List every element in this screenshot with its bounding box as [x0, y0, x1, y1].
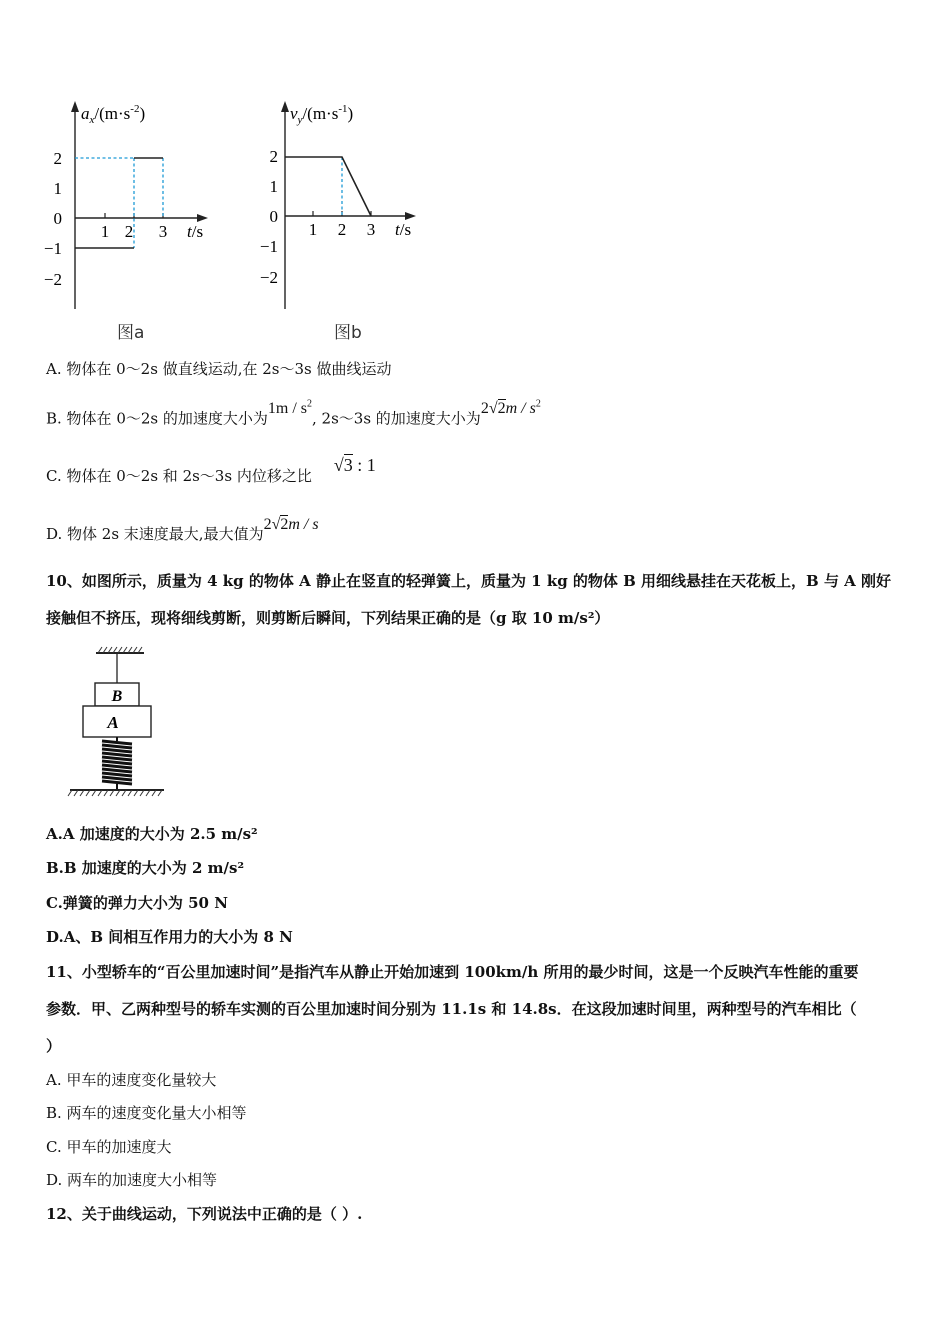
graph-b [250, 95, 440, 345]
q11-option-a: A. 甲车的速度变化量较大 [46, 1071, 217, 1089]
q10-option-d: D.A、B 间相互作用力的大小为 8 N [46, 928, 293, 946]
graph-b-caption: 图b [334, 323, 362, 343]
graph-a-x-arrow [197, 214, 208, 222]
graph-b-ylabel: $v_y/(m\cdot s^{-1})$ [290, 103, 354, 126]
graph-a-ylabel: $a_x/(m\cdot s^{-2})$ [81, 103, 146, 126]
q9-d-text: D. 物体 2s 末速度最大,最大值为 [46, 525, 264, 543]
q11-stem-line-3: ） [46, 1037, 62, 1055]
q11-option-c: C. 甲车的加速度大 [46, 1138, 172, 1156]
spring [102, 741, 132, 784]
q9-c-text: C. 物体在 0～2s 和 2s～3s 内位移之比 [46, 467, 312, 485]
graph-b-ytick: −2 [259, 268, 278, 287]
sqrt-symbol-icon: √ [271, 516, 281, 533]
q11-option-b: B. 两车的速度变化量大小相等 [46, 1104, 247, 1122]
graph-a [40, 95, 230, 345]
graph-b-xlabel: t/s [395, 220, 412, 239]
q10-option-c: C.弹簧的弹力大小为 50 N [46, 894, 228, 912]
graph-a-ytick: −2 [43, 270, 62, 289]
q9-option-b [46, 399, 541, 429]
spring-figure [66, 645, 170, 800]
graph-b-velocity-line [285, 157, 371, 216]
q10-stem-line-1: 10、如图所示，质量为 4 kg 的物体 A 静止在竖直的轻弹簧上，质量为 1 kg 的物体 B 用细线悬挂在天花板上，B 与 A 刚好 [46, 572, 892, 590]
q9-d-speed: 2√2m / s [263, 516, 319, 533]
q11-stem-line-2: 参数．甲、乙两种型号的轿车实测的百公里加速时间分别为 11.1s 和 14.8s．在这段加速时间里，两种型号的汽车相比（ [46, 1000, 857, 1018]
block-b-label: B [111, 688, 123, 705]
graph-a-ytick: 2 [53, 149, 62, 168]
graph-a-xtick: 2 [124, 222, 134, 241]
graph-a-xlabel: t/s [187, 222, 204, 241]
graph-a-ytick: 1 [53, 179, 62, 198]
q9-b-text-2: , 2s～3s 的加速度大小为 [312, 409, 481, 428]
block-a-label: A [107, 713, 119, 732]
q11-option-d: D. 两车的加速度大小相等 [46, 1171, 218, 1189]
graph-a-caption: 图a [117, 323, 145, 343]
q9-option-d [46, 516, 319, 545]
q9-b-accel-2: $2√2m / s^2$ [480, 399, 541, 418]
graph-b-xtick: 2 [337, 220, 347, 239]
graph-b-xtick: 1 [308, 220, 318, 239]
graph-a-xtick: 3 [158, 222, 168, 241]
q10-stem-line-2: 接触但不挤压，现将细线剪断，则剪断后瞬间，下列结果正确的是（g 取 10 m/s²） [46, 609, 610, 627]
q9-c-ratio: √3 : 1 [333, 455, 376, 475]
graph-b-y-arrow [281, 101, 289, 112]
graph-b-ytick: 0 [269, 207, 278, 226]
graph-b-x-arrow [405, 212, 416, 220]
q10-option-a: A.A 加速度的大小为 2.5 m/s² [46, 825, 258, 843]
graph-a-ytick: −1 [43, 239, 62, 258]
graph-a-ytick: 0 [53, 209, 62, 228]
graph-a-y-arrow [71, 101, 79, 112]
graph-b-ytick: 2 [269, 147, 278, 166]
q12-stem: 12、关于曲线运动，下列说法中正确的是（ ）. [46, 1205, 363, 1223]
sqrt-symbol-icon: √ [488, 400, 498, 418]
q9-b-text-1: B. 物体在 0～2s 的加速度大小为 [46, 409, 268, 428]
graph-b-ytick: −1 [259, 237, 278, 256]
q10-option-b: B.B 加速度的大小为 2 m/s² [46, 859, 245, 877]
graph-b-xtick: 3 [366, 220, 376, 239]
q11-stem-line-1: 11、小型轿车的“百公里加速时间”是指汽车从静止开始加速到 100km/h 所用的最少时间，这是一个反映汽车性能的重要 [46, 963, 859, 981]
graph-b-ytick: 1 [269, 177, 278, 196]
q9-b-accel-1: $1m / s^2$ [267, 399, 313, 418]
graph-a-xtick: 1 [100, 222, 110, 241]
q9-option-a: A. 物体在 0～2s 做直线运动,在 2s～3s 做曲线运动 [46, 360, 392, 378]
sqrt-symbol-icon: √ [333, 455, 344, 475]
q9-option-c [46, 455, 376, 486]
